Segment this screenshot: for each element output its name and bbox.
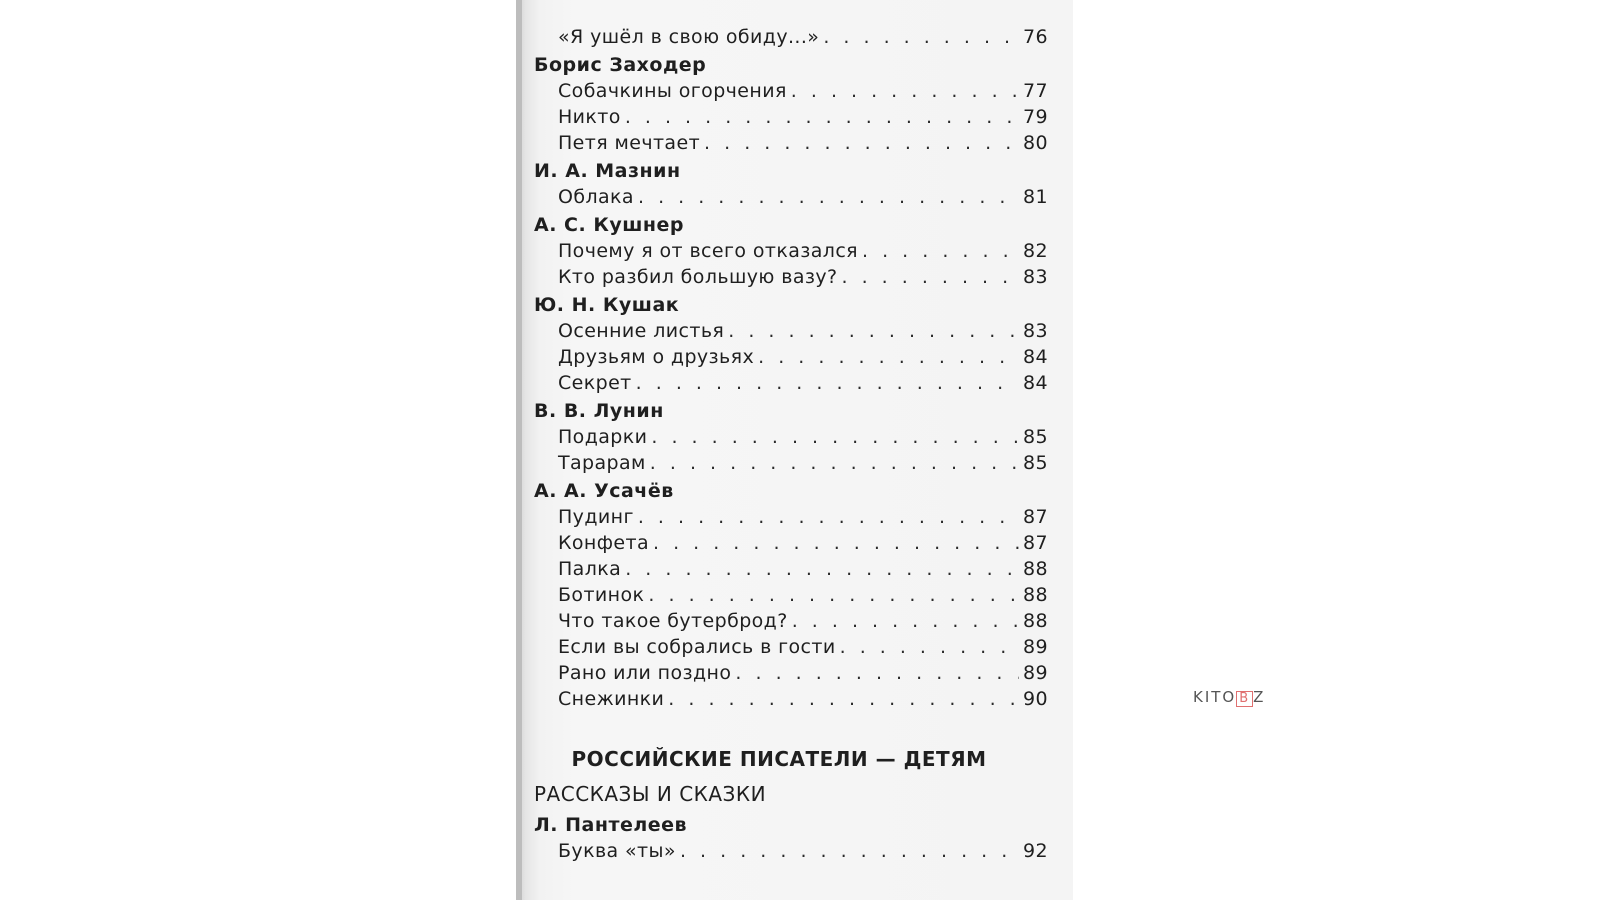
author-name: И. А. Мазнин bbox=[534, 160, 681, 182]
entry-page-number: 80 bbox=[1023, 132, 1048, 154]
entry-page-number: 88 bbox=[1023, 610, 1048, 632]
entry-page-number: 77 bbox=[1023, 80, 1048, 102]
dot-leader bbox=[735, 660, 1019, 686]
entry-title: Снежинки bbox=[558, 688, 665, 710]
entry-page-number: 79 bbox=[1023, 106, 1048, 128]
entry-title: Секрет bbox=[558, 372, 632, 394]
dot-leader bbox=[668, 686, 1019, 712]
dot-leader bbox=[840, 634, 1019, 660]
toc-entry bbox=[534, 530, 1054, 556]
entry-title: Никто bbox=[558, 106, 621, 128]
toc-entry bbox=[534, 370, 1054, 396]
author-name: Л. Пантелеев bbox=[534, 814, 688, 836]
entry-title: Кто разбил большую вазу? bbox=[558, 266, 838, 288]
entry-title: Ботинок bbox=[558, 584, 645, 606]
toc-entry bbox=[534, 582, 1054, 608]
dot-leader bbox=[728, 318, 1019, 344]
author-name: А. С. Кушнер bbox=[534, 214, 685, 236]
entry-title: Облака bbox=[558, 186, 634, 208]
author-name: В. В. Лунин bbox=[534, 400, 664, 422]
dot-leader bbox=[758, 344, 1019, 370]
entry-title: Почему я от всего отказался bbox=[558, 240, 859, 262]
entry-title: Подарки bbox=[558, 426, 648, 448]
entry-title: Пудинг bbox=[558, 506, 634, 528]
author-name: Борис Заходер bbox=[534, 54, 707, 76]
toc-entry bbox=[534, 104, 1054, 130]
table-of-contents bbox=[534, 24, 1054, 864]
entry-page-number: 82 bbox=[1023, 240, 1048, 262]
entry-title: Палка bbox=[558, 558, 622, 580]
dot-leader bbox=[791, 78, 1019, 104]
author-name: Ю. Н. Кушак bbox=[534, 294, 680, 316]
dot-leader bbox=[792, 608, 1019, 634]
dot-leader bbox=[625, 104, 1019, 130]
watermark-prefix: KITO bbox=[1193, 688, 1237, 706]
dot-leader bbox=[680, 838, 1019, 864]
dot-leader bbox=[638, 184, 1019, 210]
toc-entry bbox=[534, 504, 1054, 530]
entry-page-number: 83 bbox=[1023, 266, 1048, 288]
toc-entry bbox=[534, 238, 1054, 264]
toc-entry bbox=[534, 24, 1054, 50]
toc-entry bbox=[534, 130, 1054, 156]
entry-title: Осенние листья bbox=[558, 320, 725, 342]
dot-leader bbox=[653, 530, 1019, 556]
toc-tail-rows bbox=[534, 812, 1054, 864]
toc-entry bbox=[534, 660, 1054, 686]
entry-page-number: 81 bbox=[1023, 186, 1048, 208]
entry-title: Тарарам bbox=[558, 452, 646, 474]
entry-title: Буква «ты» bbox=[558, 840, 676, 862]
book-page bbox=[516, 0, 1073, 900]
entry-page-number: 76 bbox=[1023, 26, 1048, 48]
dot-leader bbox=[862, 238, 1019, 264]
entry-page-number: 84 bbox=[1023, 346, 1048, 368]
toc-entry bbox=[534, 344, 1054, 370]
entry-title: Рано или поздно bbox=[558, 662, 732, 684]
toc-entry bbox=[534, 78, 1054, 104]
entry-page-number: 89 bbox=[1023, 636, 1048, 658]
toc-entry bbox=[534, 424, 1054, 450]
entry-title: Друзьям о друзьях bbox=[558, 346, 755, 368]
toc-entry bbox=[534, 264, 1054, 290]
subsection-heading: РАССКАЗЫ И СКАЗКИ bbox=[534, 782, 767, 806]
dot-leader bbox=[842, 264, 1020, 290]
dot-leader bbox=[650, 450, 1019, 476]
dot-leader bbox=[651, 424, 1019, 450]
entry-page-number: 87 bbox=[1023, 532, 1048, 554]
entry-title: Петя мечтает bbox=[558, 132, 701, 154]
toc-rows bbox=[534, 24, 1054, 712]
entry-page-number: 90 bbox=[1023, 688, 1048, 710]
entry-title: Что такое бутерброд? bbox=[558, 610, 788, 632]
entry-page-number: 84 bbox=[1023, 372, 1048, 394]
toc-entry bbox=[534, 634, 1054, 660]
dot-leader bbox=[648, 582, 1019, 608]
section-heading: РОССИЙСКИЕ ПИСАТЕЛИ — ДЕТЯМ bbox=[571, 747, 987, 771]
entry-title: Собачкины огорчения bbox=[558, 80, 787, 102]
watermark-logo bbox=[1193, 688, 1265, 707]
entry-page-number: 89 bbox=[1023, 662, 1048, 684]
entry-page-number: 88 bbox=[1023, 558, 1048, 580]
toc-entry bbox=[534, 608, 1054, 634]
dot-leader bbox=[823, 24, 1019, 50]
toc-entry bbox=[534, 686, 1054, 712]
toc-entry bbox=[534, 556, 1054, 582]
entry-page-number: 92 bbox=[1023, 840, 1048, 862]
toc-entry bbox=[534, 318, 1054, 344]
entry-page-number: 85 bbox=[1023, 426, 1048, 448]
dot-leader bbox=[636, 370, 1019, 396]
dot-leader bbox=[704, 130, 1019, 156]
author-name: А. А. Усачёв bbox=[534, 480, 674, 502]
entry-page-number: 87 bbox=[1023, 506, 1048, 528]
watermark-suffix: Z bbox=[1253, 688, 1266, 706]
toc-entry bbox=[534, 450, 1054, 476]
entry-page-number: 83 bbox=[1023, 320, 1048, 342]
dot-leader bbox=[638, 504, 1019, 530]
entry-page-number: 88 bbox=[1023, 584, 1048, 606]
entry-title: Если вы собрались в гости bbox=[558, 636, 836, 658]
entry-title: Конфета bbox=[558, 532, 649, 554]
toc-entry bbox=[534, 838, 1054, 864]
dot-leader bbox=[625, 556, 1019, 582]
toc-entry bbox=[534, 184, 1054, 210]
watermark-boxed-letter: B bbox=[1236, 691, 1253, 707]
entry-title: «Я ушёл в свою обиду...» bbox=[558, 26, 820, 48]
entry-page-number: 85 bbox=[1023, 452, 1048, 474]
